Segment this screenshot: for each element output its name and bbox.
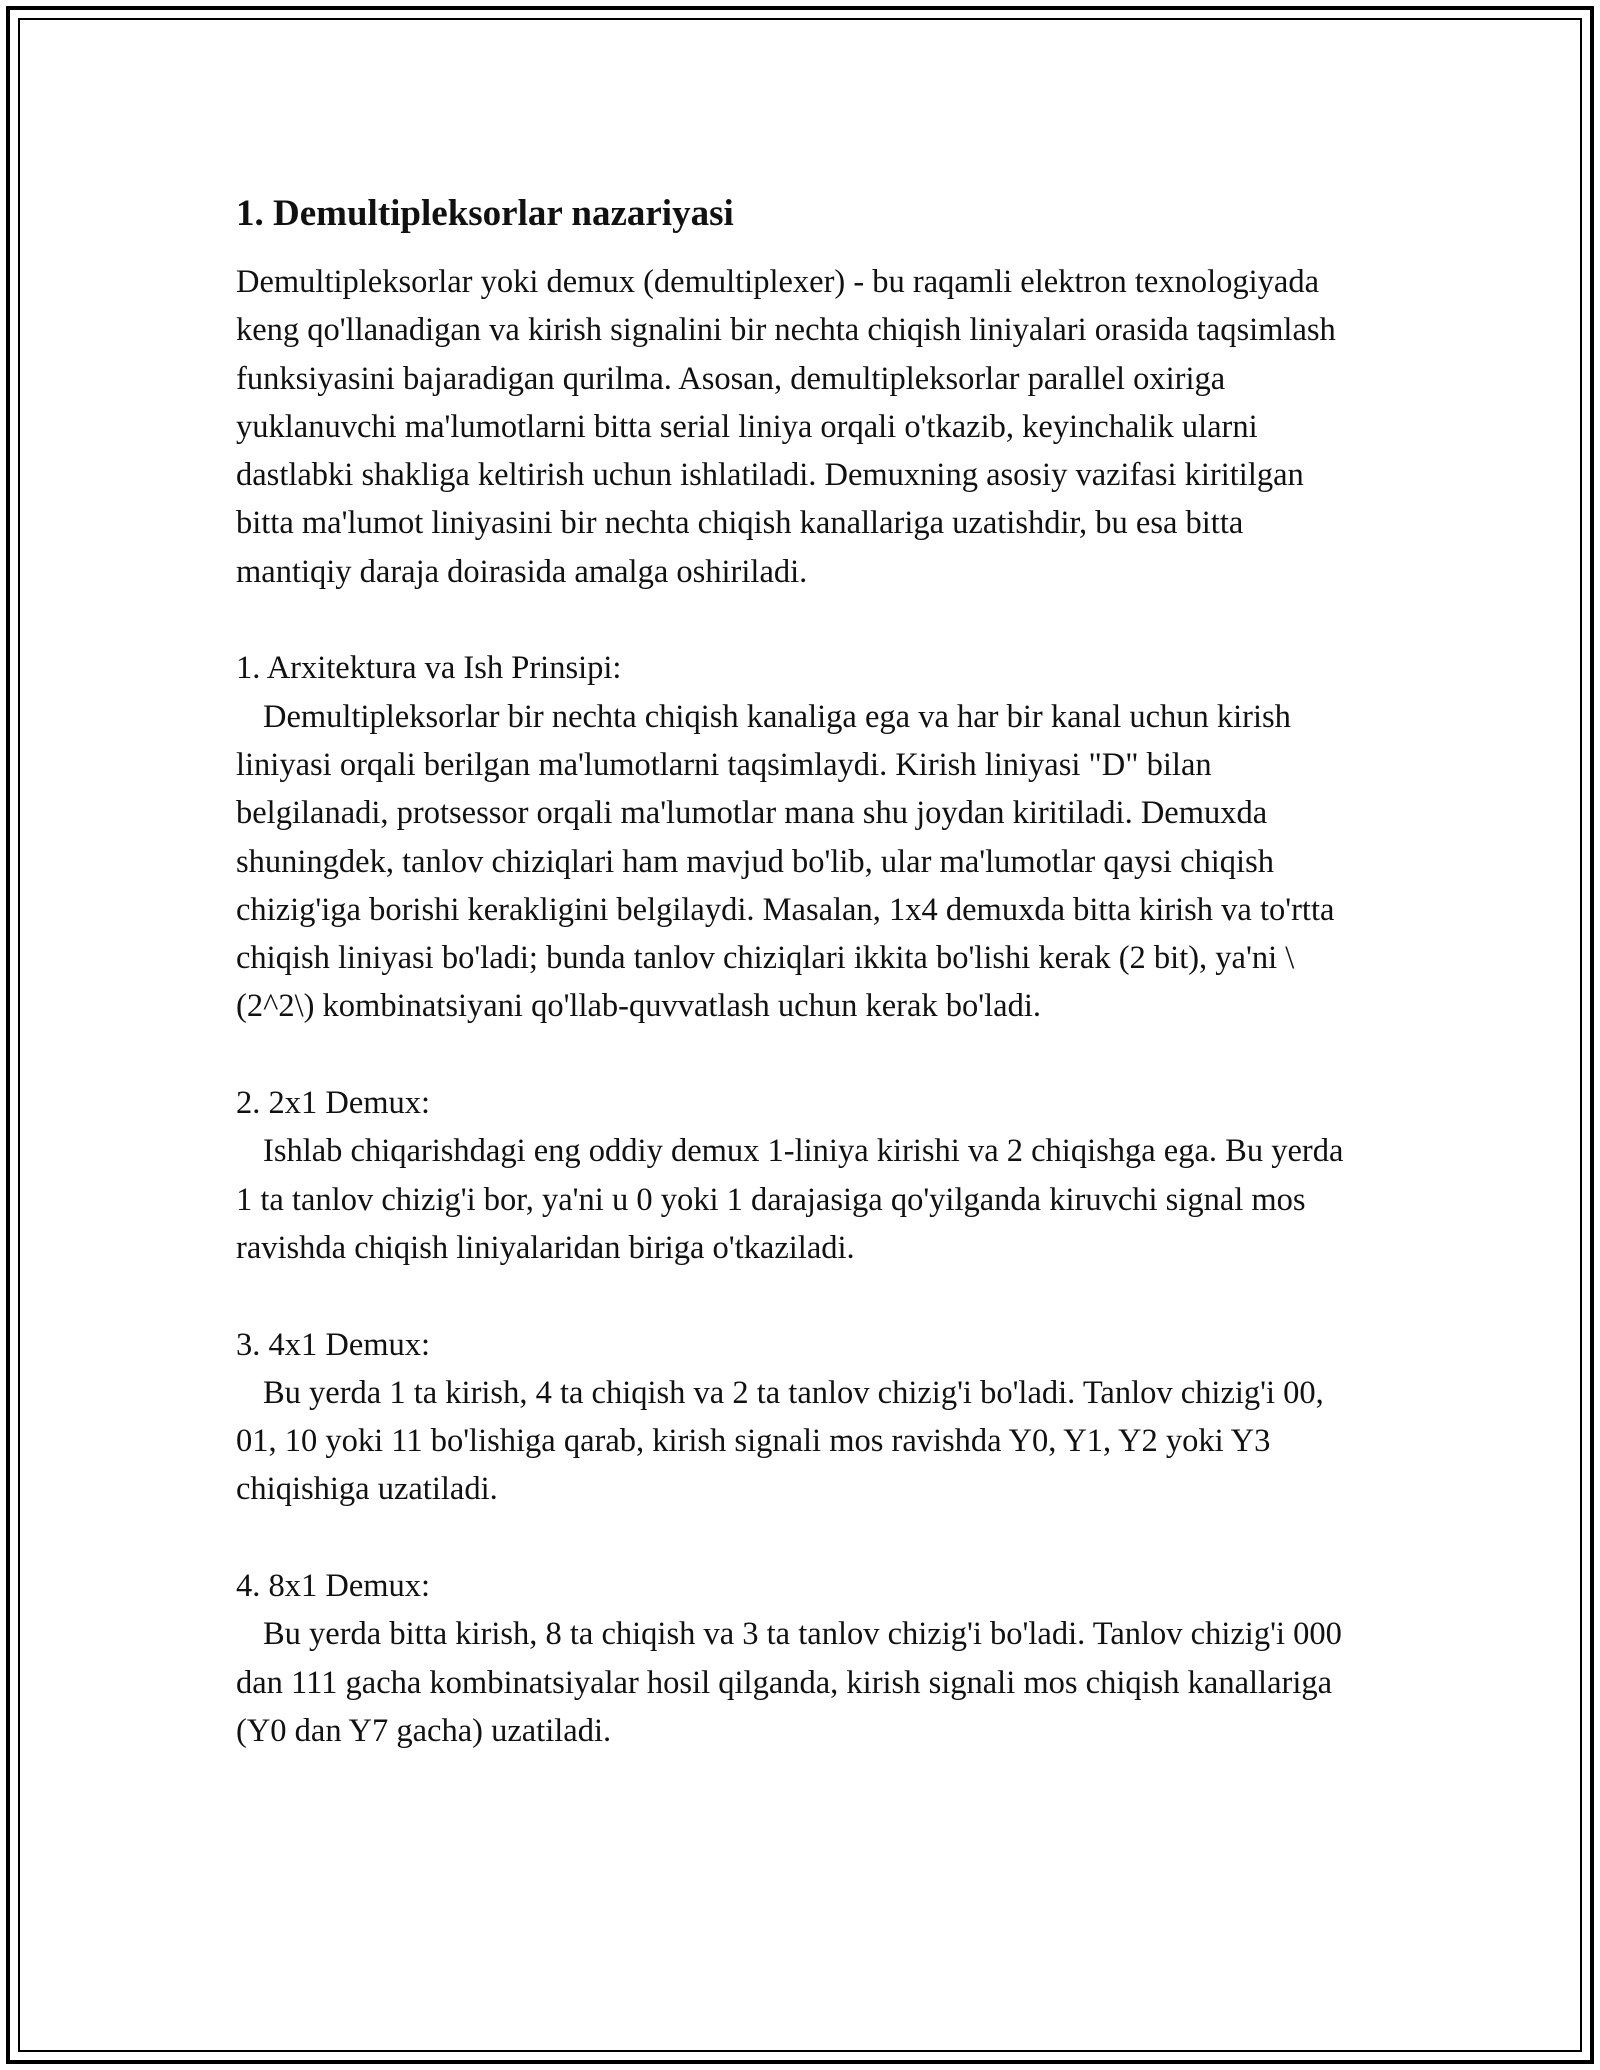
section-body: Bu yerda bitta kirish, 8 ta chiqish va 3 ta tanlov chizig'i bo'ladi. Tanlov chizig'i 000 dan 111 gacha kombinatsiyalar hosil qilganda, kirish signali mos chiqish kanallariga (Y0 dan Y7 gacha) uzatiladi.	[236, 1616, 1342, 1749]
section-body: Ishlab chiqarishdagi eng oddiy demux 1-liniya kirishi va 2 chiqishga ega. Bu yerda 1 ta tanlov chizig'i bor, ya'ni u 0 yoki 1 darajasiga qo'yilganda kiruvchi signal mos ravishda chiqish liniyalaridan biriga o'tkaziladi.	[236, 1133, 1344, 1266]
section-2x1-demux	[236, 1079, 1366, 1272]
intro-paragraph: Demultipleksorlar yoki demux (demultiplexer) - bu raqamli elektron texnologiyada keng qo'llanadigan va kirish signalini bir nechta chiqish liniyalari orasida taqsimlash funksiyasini bajaradigan qurilma. Asosan, demultipleksorlar parallel oxiriga yuklanuvchi ma'lumotlarni bitta serial liniya orqali o'tkazib, keyinchalik ularni dastlabki shakliga keltirish uchun ishlatiladi. Demuxning asosiy vazifasi kiritilgan bitta ma'lumot liniyasini bir nechta chiqish kanallariga uzatishdir, bu esa bitta mantiqiy daraja doirasida amalga oshiriladi.	[236, 264, 1336, 590]
section-heading: 4. 8x1 Demux:	[236, 1568, 431, 1605]
section-heading: 1. Arxitektura va Ish Prinsipi:	[236, 650, 622, 687]
document-title: 1. Demultipleksorlar nazariyasi	[236, 193, 734, 234]
document-body	[236, 190, 1366, 1755]
section-body: Demultipleksorlar bir nechta chiqish kanaliga ega va har bir kanal uchun kirish liniyasi orqali berilgan ma'lumotlarni taqsimlaydi. Kirish liniyasi "D" bilan belgilanadi, protsessor orqali ma'lumotlar mana shu joydan kiritiladi. Demuxda shuningdek, tanlov chiziqlari ham mavjud bo'lib, ular ma'lumotlar qaysi chiqish chizig'iga borishi kerakligini belgilaydi. Masalan, 1x4 demuxda bitta kirish va to'rtta chiqish liniyasi bo'ladi; bunda tanlov chiziqlari ikkita bo'lishi kerak (2 bit), ya'ni \(2^2\) kombinatsiyani qo'llab-quvvatlash uchun kerak bo'ladi.	[236, 698, 1335, 1025]
section-heading: 3. 4x1 Demux:	[236, 1326, 431, 1363]
section-body: Bu yerda 1 ta kirish, 4 ta chiqish va 2 ta tanlov chizig'i bo'ladi. Tanlov chizig'i 00, 01, 10 yoki 11 bo'lishiga qarab, kirish signali mos ravishda Y0, Y1, Y2 yoki Y3 chiqishiga uzatiladi.	[236, 1374, 1324, 1508]
section-architecture	[236, 644, 1366, 1030]
section-heading: 2. 2x1 Demux:	[236, 1085, 431, 1122]
section-8x1-demux	[236, 1562, 1366, 1755]
section-4x1-demux	[236, 1321, 1366, 1514]
